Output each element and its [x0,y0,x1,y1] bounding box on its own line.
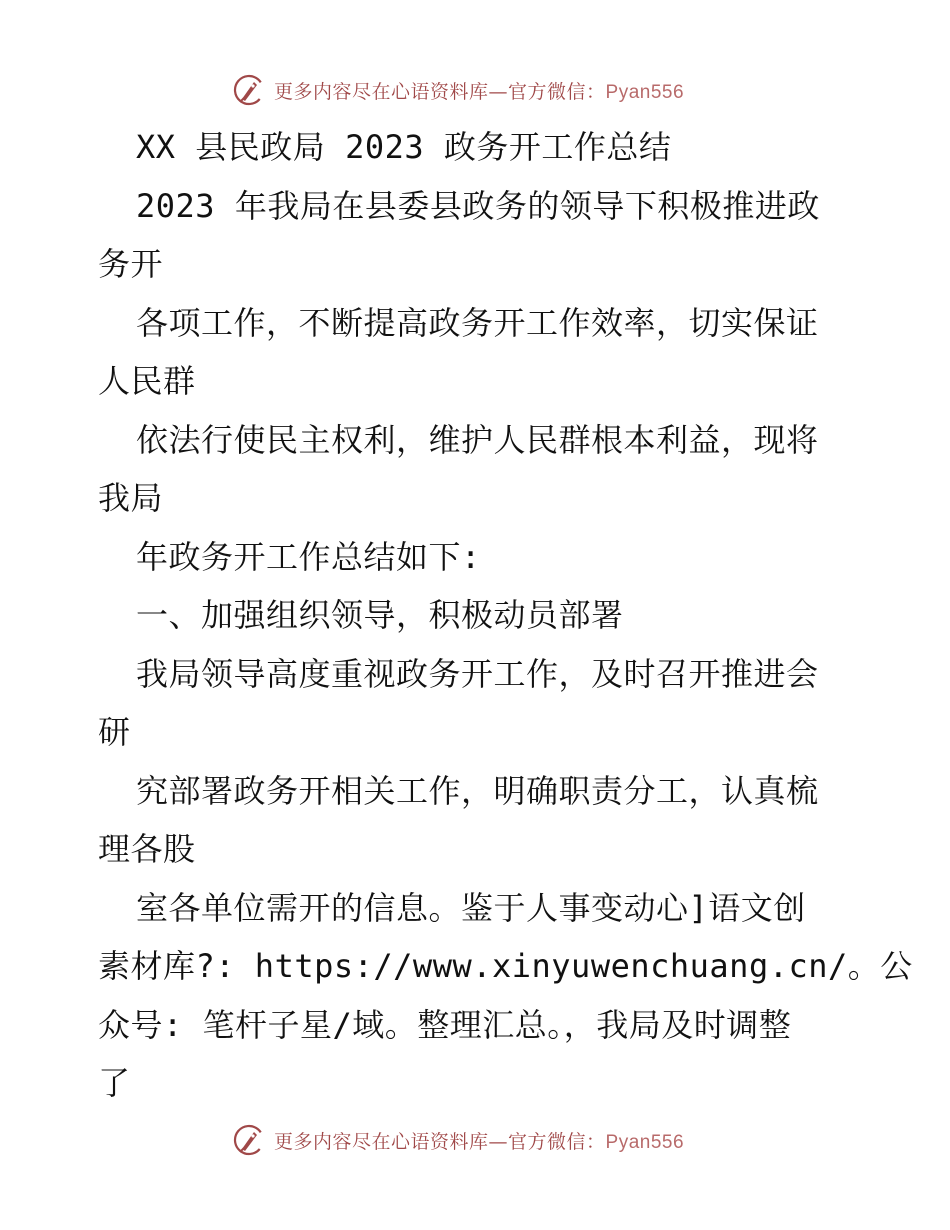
document-body [98,118,913,1113]
watermark-footer [232,1120,684,1160]
text-line: 年政务开工作总结如下: [136,537,481,576]
text-line: 室各单位需开的信息。鉴于人事变动心]语文创 [136,888,806,927]
text-line: 研 [98,713,131,751]
document-title: XX 县民政局 2023 政务开工作总结 [136,128,672,166]
watermark-text: 更多内容尽在心语资料库—官方微信： [274,1130,606,1153]
text-line: 究部署政务开相关工作，明确职责分工，认真梳 [136,771,819,810]
text-line: 各项工作，不断提高政务开工作效率，切实保证 [136,303,819,342]
text-line: 理各股 [98,830,196,868]
text-line: 我局领导高度重视政务开工作，及时召开推进会 [136,654,819,693]
watermark-header [232,70,684,110]
watermark-account: Pyan556 [605,81,685,103]
text-line: 2023 年我局在县委县政务的领导下积极推进政 [136,186,820,225]
text-line: 我局 [98,479,164,517]
text-line: 人民群 [98,362,196,400]
text-line: 了 [98,1064,131,1102]
watermark-account: Pyan556 [605,1131,685,1153]
pen-nib-logo-icon [232,1123,266,1157]
text-line: 众号: 笔杆子星/域。整理汇总。，我局及时调整 [98,1005,792,1044]
text-line: 依法行使民主权利，维护人民群根本利益，现将 [136,420,819,459]
text-line: 素材库?: https://www.xinyuwenchuang.cn/。公 [98,947,913,985]
pen-nib-logo-icon [232,73,266,107]
text-line: 一、加强组织领导，积极动员部署 [136,596,624,634]
text-line: 务开 [98,245,164,283]
watermark-text: 更多内容尽在心语资料库—官方微信： [274,80,606,103]
